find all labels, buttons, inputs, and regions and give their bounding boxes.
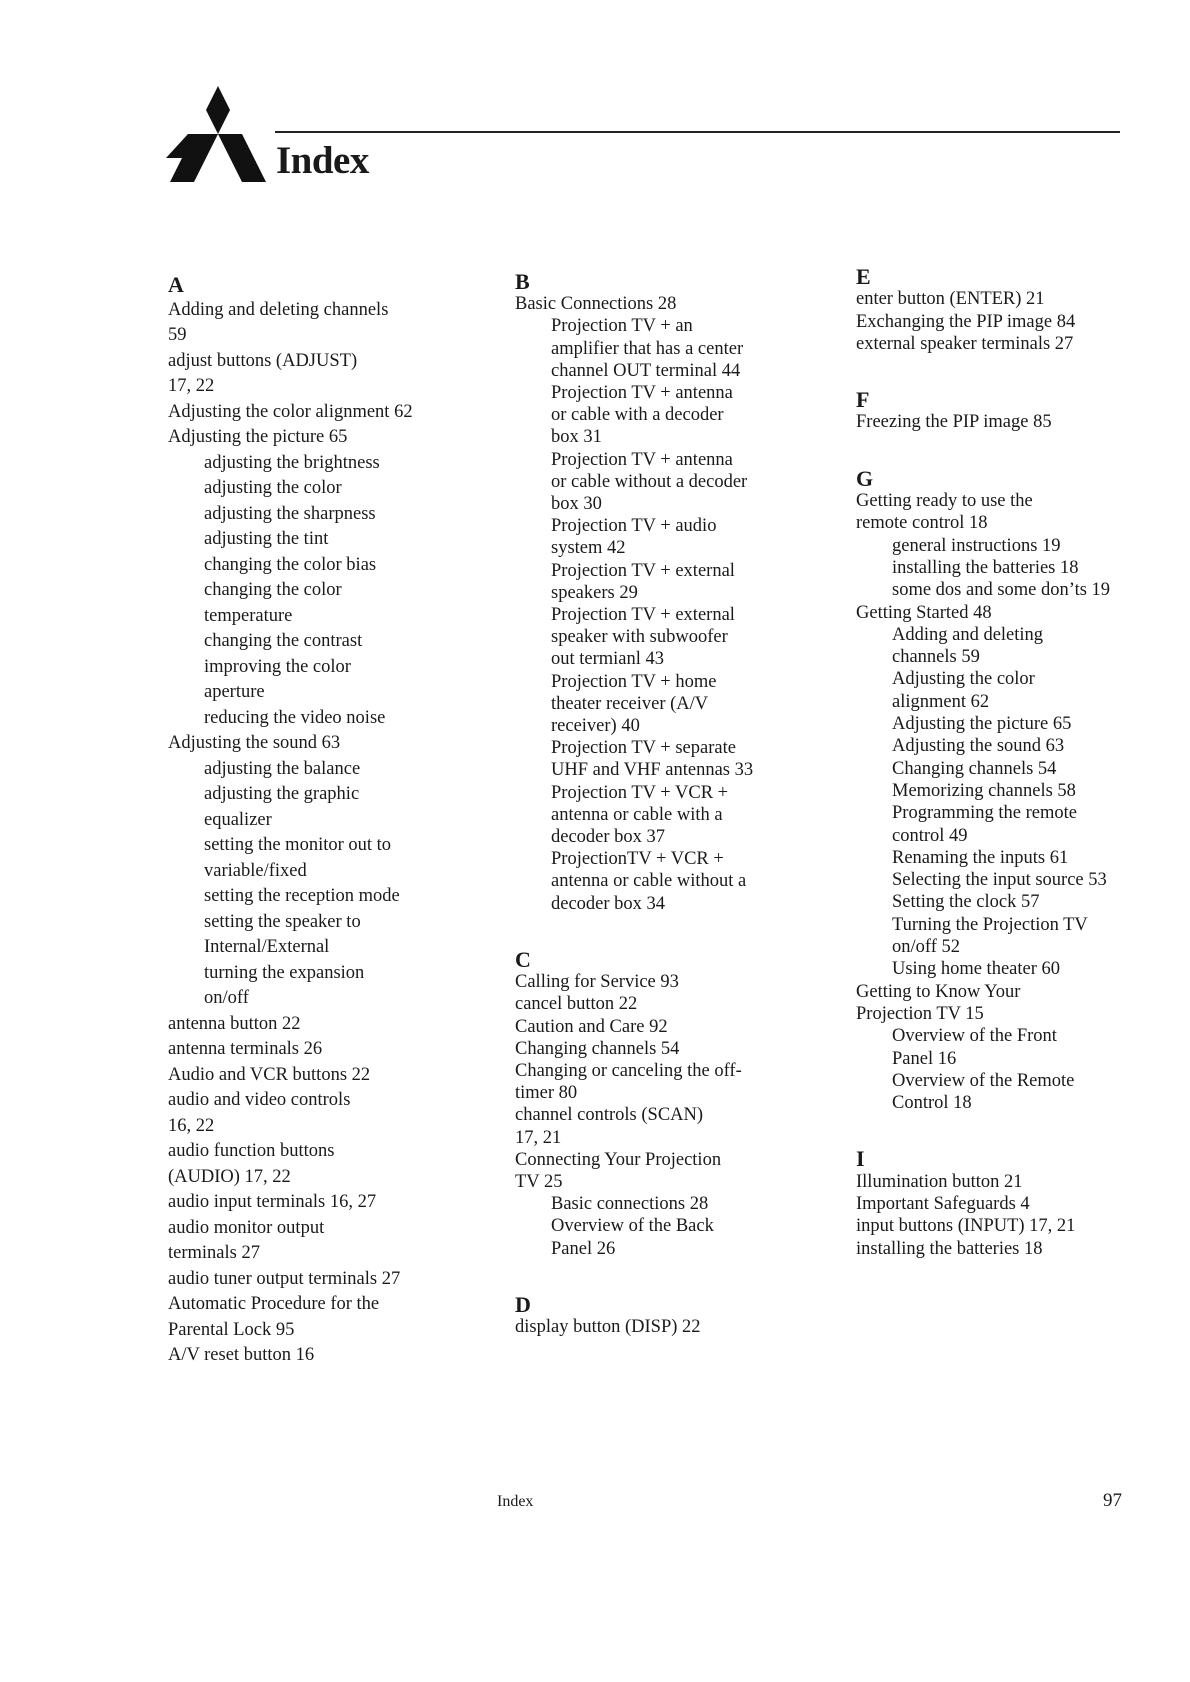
section-letter-c: C — [515, 946, 531, 972]
index-subentry: antenna or cable with a — [551, 804, 723, 825]
index-entry: installing the batteries 18 — [856, 1238, 1043, 1259]
index-entry: audio monitor output — [168, 1217, 325, 1238]
index-subentry: channels 59 — [892, 647, 980, 668]
index-subentry: Adding and deleting — [892, 624, 1044, 645]
index-entry: 59 — [168, 325, 187, 345]
index-subentry: decoder box 34 — [551, 893, 666, 914]
index-subentry: variable/fixed — [204, 860, 307, 881]
index-subentry: speaker with subwoofer — [551, 627, 728, 648]
index-subentry: alignment 62 — [892, 691, 990, 712]
index-entry: Changing or canceling the off- — [515, 1060, 742, 1081]
index-entry: Freezing the PIP image 85 — [856, 412, 1052, 433]
index-subentry: amplifier that has a center — [551, 338, 744, 359]
index-entry: Getting ready to use the — [856, 491, 1033, 512]
section-c-entries — [515, 971, 815, 1260]
index-subentry: setting the monitor out to — [204, 835, 392, 855]
index-subentry: Internal/External — [204, 937, 330, 957]
index-subentry: Projection TV + VCR + — [551, 782, 729, 803]
index-subentry: Selecting the input source 53 — [892, 870, 1107, 891]
index-subentry: Turning the Projection TV — [892, 914, 1088, 935]
index-entry: audio input terminals 16, 27 — [168, 1192, 377, 1212]
section-a-entries — [168, 298, 468, 1369]
index-entry: Adjusting the sound 63 — [168, 733, 341, 753]
section-b-entries — [515, 293, 815, 915]
index-entry: Automatic Procedure for the — [168, 1294, 380, 1314]
index-subentry: Adjusting the color — [892, 669, 1035, 690]
index-subentry: Projection TV + separate — [551, 738, 736, 759]
index-entry: Calling for Service 93 — [515, 972, 679, 993]
index-entry: TV 25 — [515, 1171, 563, 1192]
index-subentry: Overview of the Back — [551, 1216, 714, 1237]
index-subentry: decoder box 37 — [551, 827, 666, 848]
index-subentry: control 49 — [892, 825, 968, 846]
index-subentry: out termianl 43 — [551, 649, 665, 670]
section-letter-a: A — [168, 272, 184, 297]
index-subentry: Changing channels 54 — [892, 758, 1057, 779]
index-entry: 17, 21 — [515, 1127, 562, 1148]
header-rule — [275, 131, 1120, 133]
index-subentry: adjusting the color — [204, 478, 342, 498]
index-subentry: turning the expansion — [204, 962, 365, 983]
mitsubishi-logo — [160, 86, 276, 182]
index-subentry: system 42 — [551, 538, 626, 559]
index-subentry: theater receiver (A/V — [551, 693, 709, 714]
index-entry: antenna button 22 — [168, 1013, 301, 1034]
index-subentry: box 31 — [551, 427, 602, 448]
index-subentry: Projection TV + antenna — [551, 449, 733, 470]
index-entry: terminals 27 — [168, 1243, 260, 1263]
index-subentry: reducing the video noise — [204, 707, 386, 728]
section-g-entries — [856, 490, 1156, 1114]
logo-diamond-left-shape — [170, 158, 206, 182]
index-subentry: Using home theater 60 — [892, 959, 1060, 980]
page-number: 97 — [1103, 1490, 1122, 1511]
index-subentry: box 30 — [551, 494, 602, 515]
index-entry: antenna terminals 26 — [168, 1039, 323, 1059]
index-subentry: Setting the clock 57 — [892, 892, 1040, 913]
logo-diamond-right-upper — [218, 134, 254, 158]
footer-label: Index — [497, 1493, 534, 1510]
index-entry: Adjusting the color alignment 62 — [168, 401, 413, 422]
index-entry: (AUDIO) 17, 22 — [168, 1166, 291, 1187]
index-subentry: Overview of the Remote — [892, 1070, 1075, 1091]
index-subentry: Projection TV + external — [551, 560, 735, 581]
index-entry: Caution and Care 92 — [515, 1016, 668, 1037]
section-i-entries — [856, 1171, 1156, 1260]
index-subentry: Basic connections 28 — [551, 1194, 709, 1215]
index-entry: Getting Started 48 — [856, 602, 992, 623]
section-d-entries — [515, 1316, 815, 1338]
index-entry: Parental Lock 95 — [168, 1319, 295, 1340]
index-subentry: ProjectionTV + VCR + — [551, 849, 724, 870]
index-subentry: Panel 16 — [892, 1048, 957, 1069]
index-entry: channel controls (SCAN) — [515, 1105, 704, 1126]
index-subentry: changing the color — [204, 580, 342, 600]
index-entry: A/V reset button 16 — [168, 1345, 315, 1365]
index-subentry: Adjusting the sound 63 — [892, 736, 1065, 757]
index-entry: enter button (ENTER) 21 — [856, 289, 1045, 310]
index-entry: audio function buttons — [168, 1141, 335, 1161]
section-letter-i: I — [856, 1146, 865, 1172]
index-column-1 — [168, 272, 468, 1369]
index-entry: timer 80 — [515, 1083, 578, 1104]
index-subentry: Projection TV + external — [551, 605, 735, 626]
index-entry: remote control 18 — [856, 513, 988, 534]
index-entry: Illumination button 21 — [856, 1171, 1023, 1192]
index-entry: audio and video controls — [168, 1090, 351, 1110]
index-entry: cancel button 22 — [515, 994, 638, 1015]
index-subentry: receiver) 40 — [551, 716, 640, 737]
section-letter-b: B — [515, 269, 530, 294]
index-subentry: Programming the remote — [892, 803, 1077, 824]
section-letter-g: G — [856, 465, 874, 491]
index-entry: Connecting Your Projection — [515, 1149, 722, 1170]
index-subentry: Overview of the Front — [892, 1026, 1057, 1047]
section-letter-d: D — [515, 1291, 531, 1317]
index-subentry: equalizer — [204, 809, 272, 830]
index-subentry: Projection TV + home — [551, 671, 717, 692]
index-entry: 17, 22 — [168, 376, 215, 396]
index-subentry: some dos and some don’ts 19 — [892, 580, 1111, 601]
index-entry: 16, 22 — [168, 1115, 215, 1136]
index-entry: Exchanging the PIP image 84 — [856, 311, 1076, 332]
section-e-entries — [856, 288, 1156, 355]
page-title: Index — [276, 139, 369, 182]
index-subentry: Projection TV + an — [551, 316, 693, 337]
index-subentry: setting the reception mode — [204, 886, 400, 906]
index-subentry: Control 18 — [892, 1093, 972, 1114]
index-entry: Getting to Know Your — [856, 981, 1021, 1002]
index-subentry: changing the color bias — [204, 554, 377, 575]
index-subentry: temperature — [204, 605, 293, 626]
index-entry: adjust buttons (ADJUST) — [168, 350, 358, 371]
index-entry: display button (DISP) 22 — [515, 1316, 701, 1337]
section-f-entries — [856, 411, 1156, 433]
index-subentry: improving the color — [204, 656, 351, 677]
index-subentry: or cable without a decoder — [551, 471, 748, 492]
index-subentry: setting the speaker to — [204, 911, 361, 932]
index-subentry: Adjusting the picture 65 — [892, 714, 1072, 735]
index-subentry: changing the contrast — [204, 631, 363, 651]
index-subentry: channel OUT terminal 44 — [551, 360, 741, 381]
index-entry: Important Safeguards 4 — [856, 1193, 1030, 1214]
index-entry: Projection TV 15 — [856, 1003, 984, 1024]
index-entry: Basic Connections 28 — [515, 294, 677, 315]
index-subentry: antenna or cable without a — [551, 871, 747, 892]
index-subentry: adjusting the brightness — [204, 452, 380, 473]
section-letter-f: F — [856, 387, 870, 413]
index-subentry: general instructions 19 — [892, 535, 1061, 556]
index-entry: Adjusting the picture 65 — [168, 427, 348, 447]
index-subentry: Projection TV + audio — [551, 516, 717, 537]
index-subentry: Renaming the inputs 61 — [892, 847, 1069, 868]
index-subentry: Memorizing channels 58 — [892, 780, 1076, 801]
index-column-2 — [515, 271, 815, 1338]
index-subentry: Panel 26 — [551, 1238, 616, 1259]
section-letter-e: E — [856, 264, 871, 289]
index-subentry: adjusting the sharpness — [204, 503, 376, 524]
index-subentry: on/off 52 — [892, 937, 961, 958]
logo-diamond-right — [230, 158, 266, 182]
index-subentry: on/off — [204, 988, 249, 1008]
index-entry: audio tuner output terminals 27 — [168, 1268, 401, 1289]
index-entry: Changing channels 54 — [515, 1038, 680, 1059]
index-entry: external speaker terminals 27 — [856, 333, 1074, 354]
index-subentry: adjusting the graphic — [204, 784, 360, 804]
index-subentry: installing the batteries 18 — [892, 557, 1079, 578]
index-column-3 — [856, 266, 1156, 1260]
index-subentry: speakers 29 — [551, 582, 638, 603]
index-entry: Audio and VCR buttons 22 — [168, 1064, 371, 1085]
index-subentry: aperture — [204, 682, 265, 702]
index-subentry: adjusting the tint — [204, 529, 329, 549]
index-subentry: Projection TV + antenna — [551, 383, 733, 404]
index-subentry: or cable with a decoder — [551, 405, 724, 426]
index-entry: Adding and deleting channels — [168, 299, 389, 320]
index-subentry: UHF and VHF antennas 33 — [551, 760, 754, 781]
index-entry: input buttons (INPUT) 17, 21 — [856, 1216, 1076, 1237]
logo-diamond-top — [206, 86, 230, 134]
index-subentry: adjusting the balance — [204, 758, 361, 779]
